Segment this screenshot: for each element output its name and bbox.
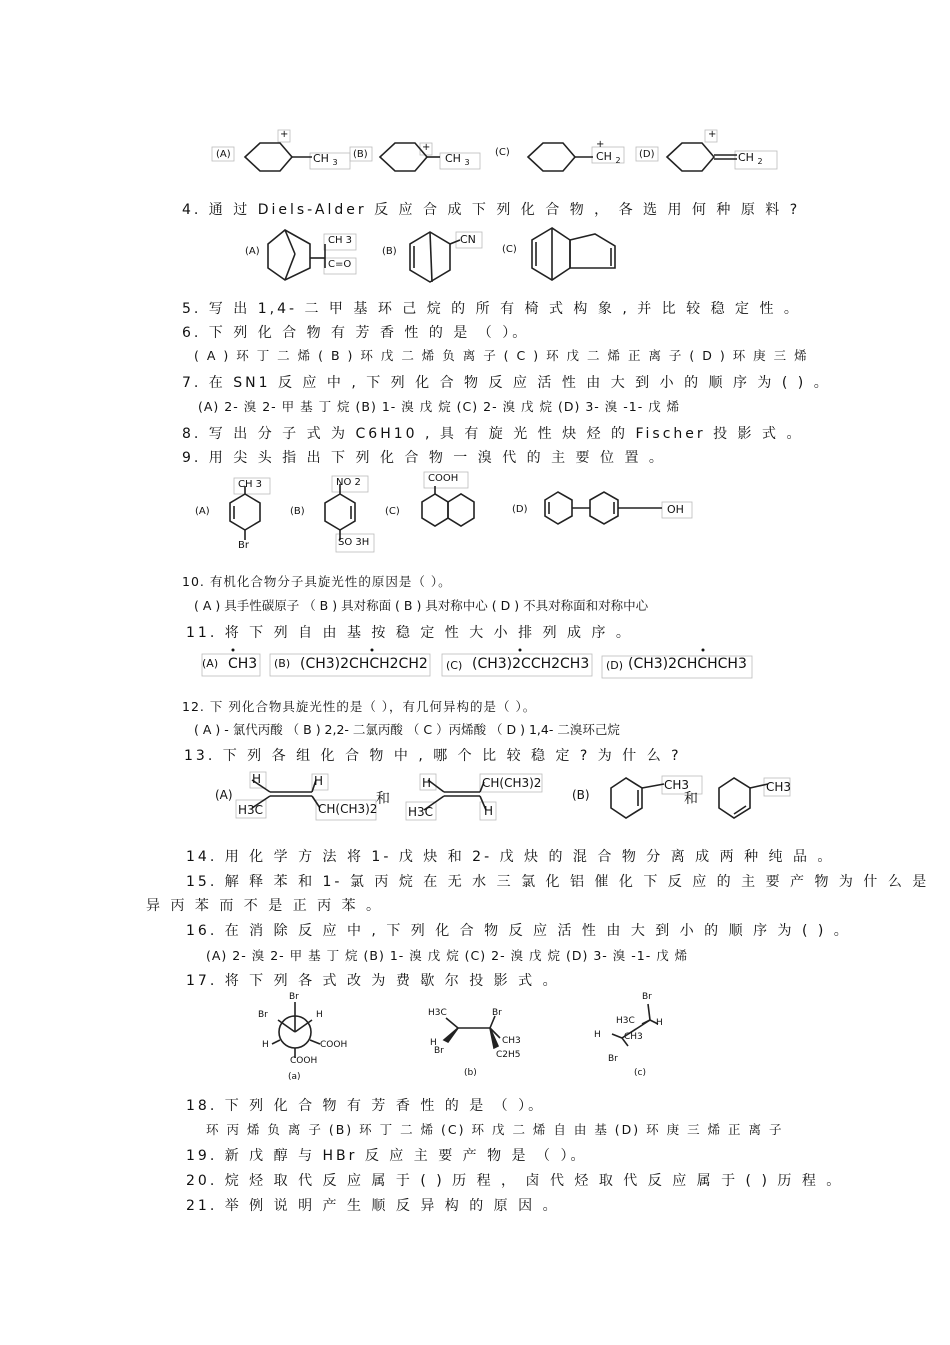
q13-and-2: 和 xyxy=(684,791,698,807)
q4-a-label: (A) xyxy=(245,246,260,257)
q9-d-label: (D) xyxy=(512,504,528,515)
q3-a-group: CH $_3$ xyxy=(313,152,338,168)
q17-b-ch3: CH3 xyxy=(502,1036,521,1046)
q3-a-plus: + xyxy=(280,129,289,140)
q9-a-br: Br xyxy=(238,540,249,551)
q3-b-group: CH $_3$ xyxy=(445,152,470,168)
q3-b-plus: + xyxy=(422,142,431,153)
q9-c-label: (C) xyxy=(385,506,400,517)
q13-h1: H xyxy=(252,772,262,786)
q3-b-label: (B) xyxy=(353,149,368,160)
q17-b-label: (b) xyxy=(464,1068,477,1078)
question-15b: 异 丙 苯 而 不 是 正 丙 苯 。 xyxy=(146,898,384,914)
question-18: 18. 下 列 化 合 物 有 芳 香 性 的 是 （ ）。 xyxy=(186,1098,546,1114)
q17-b-h: H xyxy=(430,1038,437,1048)
q11-b-formula: (CH3)2CHCH2CH2 xyxy=(300,656,428,672)
q11-c-label: (C) xyxy=(446,659,463,672)
q9-d-oh: OH xyxy=(667,503,684,516)
question-17: 17. 将 下 列 各 式 改 为 费 歇 尔 投 影 式 。 xyxy=(186,973,560,989)
q13-ch3-1: CH3 xyxy=(664,778,690,792)
q17-c-br-bottom: Br xyxy=(608,1054,618,1064)
q17-structures xyxy=(250,990,680,1085)
q3-structures xyxy=(200,125,780,180)
q9-c-cooh: COOH xyxy=(428,473,459,484)
q17-c-h-left: H xyxy=(594,1030,601,1040)
q13-chch3-2: CH(CH3)2 xyxy=(482,776,542,790)
q9-b-no2: NO 2 xyxy=(336,477,361,488)
q17-b-br-bottom: Br xyxy=(434,1046,444,1056)
q9-a-ch3: CH 3 xyxy=(238,479,263,490)
q13-h2: H xyxy=(314,774,324,788)
question-21: 21. 举 例 说 明 产 生 顺 反 异 构 的 原 因 。 xyxy=(186,1198,560,1214)
q17-a-cooh-right: COOH xyxy=(320,1040,348,1050)
q3-c-label: (C) xyxy=(495,147,510,158)
question-13: 13. 下 列 各 组 化 合 物 中 , 哪 个 比 较 稳 定 ? 为 什 么 ? xyxy=(184,748,682,764)
question-16-options: (A) 2- 溴 2- 甲 基 丁 烷 (B) 1- 溴 戊 烷 (C) 2- 溴 戊 烷 (D) 3- 溴 -1- 戊 烯 xyxy=(206,948,689,963)
q13-h3c-2: H3C xyxy=(408,805,434,819)
question-7-options: (A) 2- 溴 2- 甲 基 丁 烷 (B) 1- 溴 戊 烷 (C) 2- 溴 戊 烷 (D) 3- 溴 -1- 戊 烯 xyxy=(198,399,681,414)
q13-chch3-1: CH(CH3)2 xyxy=(318,802,378,816)
q13-h3c-1: H3C xyxy=(238,803,264,817)
q17-a-cooh-bottom: COOH xyxy=(290,1056,318,1066)
q17-a-label: (a) xyxy=(288,1072,301,1082)
q3-a-label: (A) xyxy=(216,149,231,160)
q13-a-label: (A) xyxy=(215,788,233,802)
q17-b-c2h5: C2H5 xyxy=(496,1050,521,1060)
q17-c-br-top: Br xyxy=(642,992,652,1002)
q13-structures xyxy=(212,770,792,830)
q13-h3: H xyxy=(422,776,432,790)
q11-d-formula: (CH3)2CHCHCH3 xyxy=(628,656,747,672)
q17-c-h3c: H3C xyxy=(616,1016,635,1026)
q9-b-so3h: SO 3H xyxy=(338,537,370,548)
question-8: 8. 写 出 分 子 式 为 C6H10 , 具 有 旋 光 性 炔 烃 的 Fischer 投 影 式 。 xyxy=(182,426,804,442)
q17-a-br-left: Br xyxy=(258,1010,268,1020)
q4-c-label: (C) xyxy=(502,244,517,255)
question-9: 9. 用 尖 头 指 出 下 列 化 合 物 一 溴 代 的 主 要 位 置 。 xyxy=(182,450,666,466)
q17-c-ch3: CH3 xyxy=(624,1032,643,1042)
q4-b-label: (B) xyxy=(382,246,397,257)
q17-b-br-top: Br xyxy=(492,1008,502,1018)
q11-c-formula: (CH3)2CCH2CH3 xyxy=(472,656,590,672)
question-15a: 15. 解 释 苯 和 1- 氯 丙 烷 在 无 水 三 氯 化 铝 催 化 下 反 应 的 主 要 产 物 为 什 么 是 xyxy=(186,874,930,890)
q17-a-h-left: H xyxy=(262,1040,269,1050)
question-12-options: ( A ) - 氯代丙酸 （ B ) 2,2- 二氯丙酸 （ C ）丙烯酸 （ D ) 1,4- 二溴环己烷 xyxy=(194,722,620,737)
q13-b-label: (B) xyxy=(572,788,590,802)
question-16: 16. 在 消 除 反 应 中 , 下 列 化 合 物 反 应 活 性 由 大 到 小 的 顺 序 为 ( ) 。 xyxy=(186,923,851,939)
q4-b-cn: CN xyxy=(460,233,476,246)
q4-structures xyxy=(240,224,640,284)
question-20: 20. 烷 烃 取 代 反 应 属 于 ( ) 历 程 ， 卤 代 烃 取 代 反 应 属 于 ( ) 历 程 。 xyxy=(186,1173,844,1189)
q17-a-h-right: H xyxy=(316,1010,323,1020)
q11-a-formula: CH3 xyxy=(228,656,258,672)
q13-ch3-2: CH3 xyxy=(766,780,792,794)
question-6: 6. 下 列 化 合 物 有 芳 香 性 的 是 （ ）。 xyxy=(182,325,530,341)
q3-c-plus: + xyxy=(596,139,605,150)
q13-and-1: 和 xyxy=(376,791,390,807)
question-7: 7. 在 SN1 反 应 中 , 下 列 化 合 物 反 应 活 性 由 大 到 小 的 顺 序 为 ( ) 。 xyxy=(182,375,831,391)
question-4: 4. 通 过 Diels-Alder 反 应 合 成 下 列 化 合 物 ， 各 选 用 何 种 原 料 ? xyxy=(182,202,801,218)
q11-d-label: (D) xyxy=(606,659,624,672)
q4-a-co: C=O xyxy=(328,259,352,270)
question-11: 11. 将 下 列 自 由 基 按 稳 定 性 大 小 排 列 成 序 。 xyxy=(186,625,633,641)
q9-structures xyxy=(190,470,710,555)
question-10-options: ( A ) 具手性碳原子 （ B ) 具对称面 ( B ) 具对称中心 ( D ) 不具对称面和对称中心 xyxy=(194,598,649,613)
q11-b-label: (B) xyxy=(274,657,291,670)
q11-structures xyxy=(198,638,758,682)
question-19: 19. 新 戊 醇 与 HBr 反 应 主 要 产 物 是 （ ）。 xyxy=(186,1148,588,1164)
q17-a-br-top: Br xyxy=(289,992,299,1002)
question-18-options: 环 丙 烯 负 离 子 (B) 环 丁 二 烯 (C) 环 戊 二 烯 自 由 基 (D) 环 庚 三 烯 正 离 子 xyxy=(206,1122,784,1137)
q13-h4: H xyxy=(484,804,494,818)
q3-d-plus: + xyxy=(708,129,717,140)
q4-a-ch3: CH 3 xyxy=(328,235,353,246)
q9-a-label: (A) xyxy=(195,506,210,517)
q17-c-label: (c) xyxy=(634,1068,646,1078)
question-10: 10. 有机化合物分子具旋光性的原因是（ ）。 xyxy=(182,574,452,589)
q9-b-label: (B) xyxy=(290,506,305,517)
q17-b-h3c: H3C xyxy=(428,1008,447,1018)
question-14: 14. 用 化 学 方 法 将 1- 戊 炔 和 2- 戊 炔 的 混 合 物 分 离 成 两 种 纯 品 。 xyxy=(186,849,835,865)
question-5: 5. 写 出 1,4- 二 甲 基 环 己 烷 的 所 有 椅 式 构 象 , 并 比 较 稳 定 性 。 xyxy=(182,301,801,317)
q3-d-label: (D) xyxy=(639,149,655,160)
question-12: 12. 下 列化合物具旋光性的是（ ），有几何异构的是（ ）。 xyxy=(182,699,537,714)
q17-c-h-right: H xyxy=(656,1018,663,1028)
q3-c-group: CH $_2$ xyxy=(596,150,621,166)
q3-d-group: CH $_2$ xyxy=(738,151,763,167)
question-6-options: ( A ) 环 丁 二 烯 ( B ) 环 戊 二 烯 负 离 子 ( C ) 环 戊 二 烯 正 离 子 ( D ) 环 庚 三 烯 xyxy=(194,348,809,363)
q11-a-label: (A) xyxy=(202,657,219,670)
